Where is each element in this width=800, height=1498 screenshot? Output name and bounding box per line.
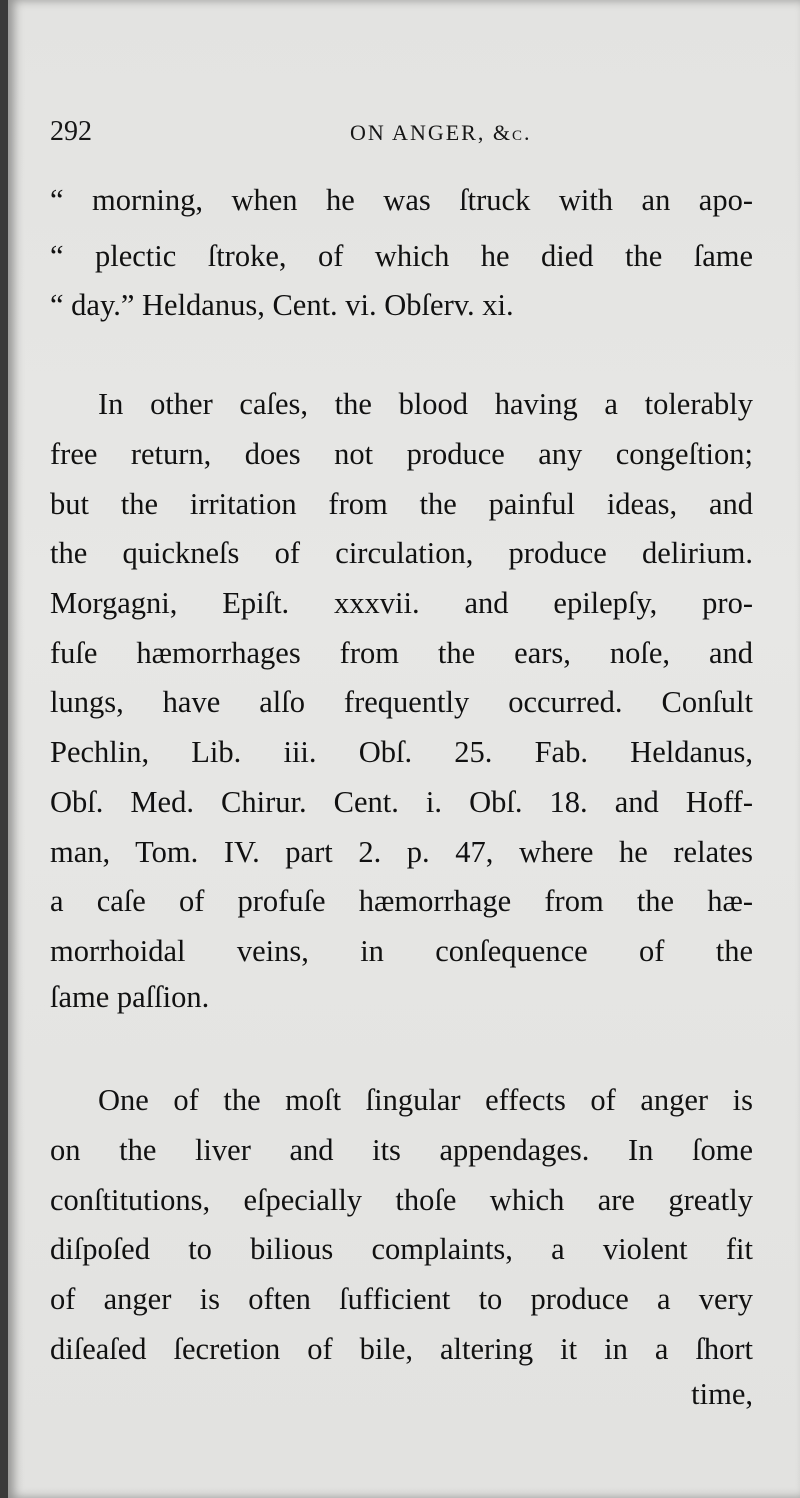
running-head: ON ANGER, &c. [350,120,532,145]
text-line: conſtitutions, eſpecially thoſe which are greatly [50,1183,753,1217]
text-line: diſpoſed to bilious complaints, a violent fit [50,1232,753,1266]
text-line: Morgagni, Epiſt. xxxvii. and epilepſy, pro- [50,586,753,620]
catchword: time, [691,1377,753,1411]
text-line: In other caſes, the blood having a tolerably [98,387,753,421]
text-line: lungs, have alſo frequently occurred. Conſult [50,685,753,719]
text-line: man, Tom. IV. part 2. p. 47, where he relates [50,835,753,869]
book-page [8,0,800,1498]
text-line: Pechlin, Lib. iii. Obſ. 25. Fab. Heldanus, [50,735,753,769]
text-line: of anger is often ſufficient to produce a very [50,1282,753,1316]
text-line: fuſe hæmorrhages from the ears, noſe, and [50,636,753,670]
text-line: diſeaſed ſecretion of bile, altering it in a ſhort [50,1332,753,1366]
text-line: “ plectic ſtroke, of which he died the ſame [50,239,753,273]
text-line: free return, does not produce any congeſtion; [50,437,753,471]
text-line: “ morning, when he was ſtruck with an apo- [50,183,753,217]
text-line: ſame paſſion. [50,980,210,1014]
text-line: on the liver and its appendages. In ſome [50,1133,753,1167]
text-line: a caſe of profuſe hæmorrhage from the hæ- [50,884,753,918]
page-header [50,112,750,152]
text-line: One of the moſt ſingular effects of anger is [98,1083,753,1117]
text-line: the quickneſs of circulation, produce delirium. [50,536,753,570]
text-line: morrhoidal veins, in conſequence of the [50,934,753,968]
text-line: but the irritation from the painful ideas, and [50,487,753,521]
text-line: “ day.” Heldanus, Cent. vi. Obſerv. xi. [50,288,514,322]
text-line: Obſ. Med. Chirur. Cent. i. Obſ. 18. and Hoff- [50,785,753,819]
page-number: 292 [50,116,92,147]
